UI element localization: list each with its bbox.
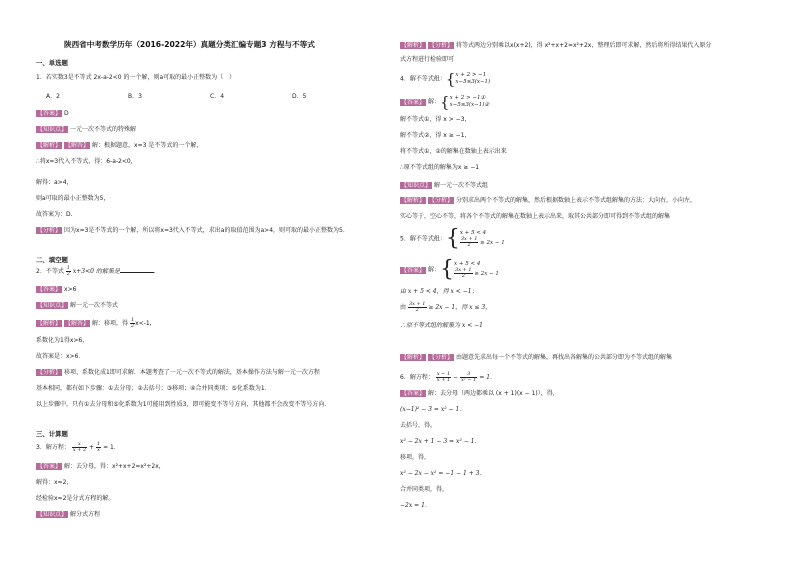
question-3: 3．解方程： $\frac{x}{x + 2}$ + $\frac{1}{x}$ = 1．: [36, 441, 120, 453]
q1-sol-1: 解：根据题意，x=3 是不等式的一个解，: [92, 142, 203, 149]
q6-frac2-den: x² − 1: [460, 377, 477, 383]
q4-answer: 【答案】 解：{x + 2 > −1① x−5≤3(x−1)②: [401, 93, 490, 111]
q2-solution-line-2: 系数化为1得x>6，: [36, 337, 89, 344]
q3-analysis-note-1: [400, 42, 711, 50]
knowledge-tag: 【知识点】: [401, 182, 432, 189]
q2-solution-line-3: 故答案是：x>6．: [36, 353, 85, 360]
q2-knowledge: [36, 302, 118, 310]
analysis-tag: 【解析】: [37, 320, 62, 327]
answer-tag: 【答案】: [401, 98, 426, 106]
analysis-note-tag: 【分析】: [429, 42, 454, 49]
q4-solution-line-1: 解不等式①，得 x > −3，: [400, 116, 471, 123]
q5-inequality-2: ≥ 2x − 1: [480, 240, 505, 246]
q5-answer-ineq-2: ≥ 2x − 1: [474, 271, 499, 277]
q4-solution-line-2: 解不等式②，得 x ≥ −1，: [400, 132, 471, 139]
question-5: 5．解不等式组：{x + 5 < 4 $\frac{3x + 1}{2}$ ≥ 2x − 1: [400, 226, 505, 251]
q4-answer-system: [450, 95, 490, 109]
q4-answer-ineq-2: x−5≤3(x−1)②: [449, 102, 490, 108]
q5-system: [460, 230, 505, 248]
answer-tag: 【答案】: [37, 110, 62, 117]
q5-l2-pre: 由: [400, 304, 407, 311]
question-4: 4．解不等式组：{x + 2 > −1 x−5≤3(x−1): [400, 70, 491, 88]
q2-sol-1-pre: 解：移项，得: [92, 320, 129, 327]
q2-answer: [36, 286, 76, 294]
q4-knowledge-value: 解一元一次不等式组: [434, 182, 489, 189]
q1-option-c: C．4: [210, 93, 225, 100]
q6-line-3: 去括号，得，: [400, 422, 437, 429]
q2-answer-value: x>6: [64, 286, 77, 293]
analysis-tag: 【解析】: [401, 42, 426, 49]
page-title: 陕西省中考数学历年（2016-2022年）真题分类汇编专题3 方程与不等式: [64, 40, 315, 49]
analysis-note-tag: 【分析】: [429, 354, 454, 361]
q6-eq: = 1．: [479, 374, 497, 381]
q5-l2-post: ≥ 2x − 1，得 x ≤ 3，: [428, 304, 492, 311]
q3-prefix: 3．解方程：: [36, 444, 70, 451]
q2-sol-fraction: $\frac{1}{2}$: [130, 317, 135, 329]
q6-prefix: 6．解方程：: [400, 374, 434, 381]
q5-answer-frac-den: 2: [461, 273, 465, 279]
question-6: 6．解方程： $\frac{x - 1}{x + 1}$ − $\frac{3}{\text{x² − 1}}$ = 1．: [400, 371, 497, 383]
q5-answer-system: [454, 261, 499, 279]
solution-tag: 【解答】: [65, 320, 90, 327]
q6-fraction-1: [436, 372, 451, 383]
q1-solution-line-4: 则a可取的最小正整数为5，: [36, 195, 110, 202]
q2-analysis-note-1: [36, 369, 320, 377]
analysis-tag: 【解析】: [401, 197, 426, 204]
q5-solution-line-1: 由 x + 5 < 4，得 x < −1；: [400, 288, 478, 295]
answer-tag: 【答案】: [401, 390, 426, 397]
q5-answer-fraction: [454, 268, 473, 279]
q6-frac1-den: x + 1: [436, 377, 451, 383]
q3-knowledge: [36, 511, 100, 519]
section-heading-calculation: 三、计算题: [36, 430, 68, 438]
solution-tag: 【解答】: [65, 142, 90, 149]
q5-answer: 【答案】 解：{x + 5 < 4 $\frac{3x + 1}{2}$ ≥ 2x − 1: [401, 257, 499, 282]
q4-sol-pre: 解：: [428, 98, 441, 106]
q5-answer-frac-num: 3x + 1: [455, 267, 472, 273]
q1-option-a: A．2: [46, 93, 60, 100]
question-2: 2．不等式 $\frac{1}{2}$ x+3<0 的解集是 ．: [36, 265, 160, 277]
analysis-note-tag: 【分析】: [429, 197, 454, 204]
q2-solution-line-1: [36, 318, 152, 329]
q1-answer: [36, 110, 69, 118]
q5-l2-fraction: [408, 302, 427, 313]
q5-l2-frac-den: 2: [415, 307, 419, 313]
q1-knowledge-value: 一元一次不等式的特殊解: [70, 126, 137, 133]
q5-l2-frac-num: 3x + 1: [408, 301, 426, 307]
answer-tag: 【答案】: [401, 266, 426, 274]
q2-prefix: 2．不等式: [36, 268, 64, 275]
q5-analysis-note: [400, 354, 672, 362]
q4-answer-ineq-1: x + 2 > −1①: [449, 95, 486, 101]
q5-fraction: [460, 237, 479, 248]
q4-prefix: 4．解不等式组：: [400, 75, 446, 83]
q4-solution-line-3: 将不等式①，②的解集在数轴上表示出来: [400, 148, 507, 155]
q1-solution-line-2: ∴将x=3代入不等式，得：6-a-2<0，: [36, 158, 137, 165]
q1-solution-line-3: 解得：a>4，: [36, 179, 73, 186]
q5-prefix: 5．解不等式组：: [400, 235, 446, 243]
q5-frac-num: 3x + 1: [460, 236, 478, 242]
answer-tag: 【答案】: [37, 286, 62, 293]
q5-note: 由题意先求出每一个不等式的解集，再找出各解集的公共部分即为不等式组的解集: [456, 354, 673, 361]
q4-inequality-1: x + 2 > −1: [455, 72, 487, 78]
knowledge-tag: 【知识点】: [37, 126, 68, 133]
analysis-note-tag: 【分析】: [37, 227, 62, 234]
q5-inequality-1: x + 5 < 4: [459, 230, 487, 236]
q1-solution-line-1: [36, 142, 202, 150]
q1-knowledge: [36, 126, 136, 134]
knowledge-tag: 【知识点】: [37, 302, 68, 309]
q2-analysis-note-2: 基本相同，都有如下步骤：①去分母；②去括号；③移项；④合并同类项；⑤化系数为1．: [36, 385, 271, 392]
q1-option-b: B．3: [128, 93, 142, 100]
q1-note: 因为x=3是不等式的一个解，所以将x=3代入不等式，求出a的取值范围为a>4，则可取的最小正整数为5.: [64, 227, 345, 234]
q1-option-d: D．5: [292, 93, 307, 100]
q2-sol-1-post: x<-1,: [135, 320, 152, 327]
q4-knowledge: [400, 182, 488, 190]
q6-line-1: 解：去分母（两边都乘以 (x + 1)(x − 1)），得，: [428, 390, 559, 397]
q2-suffix: x+3<0 的解集是: [72, 268, 120, 275]
q2-blank: [120, 266, 154, 273]
q2-analysis-note-3: 以上步骤中，只有①去分母和⑤化系数为1可能用到性质3，即可能变不等号方向，其他都不会改变不等号方向．: [36, 401, 331, 408]
answer-tag: 【答案】: [37, 463, 62, 470]
q1-solution-line-5: 故答案为：D.: [36, 211, 73, 218]
q4-note-1: 分别求出两个不等式的解集，然后根据数轴上表示不等式组解集的方法：大向右，小向左，: [456, 197, 697, 204]
q6-frac2-num: 3: [460, 372, 477, 378]
q4-inequality-2: x−5≤3(x−1): [455, 79, 491, 85]
q3-knowledge-value: 解分式方程: [70, 511, 101, 518]
q5-frac-den: 2: [467, 242, 471, 248]
q3-analysis-note-2: 式方程进行检验即可: [400, 56, 455, 63]
q6-line-2: (x−1)² − 3 = x² − 1．: [400, 406, 466, 413]
analysis-tag: 【解析】: [37, 142, 62, 149]
q3-fraction-2: $\frac{1}{x}$: [96, 441, 101, 453]
q6-line-7: 合并同类项，得，: [400, 486, 449, 493]
q1-answer-value: D: [64, 110, 69, 117]
q3-answer-value: 解：去分母，得：x²+x+2=x²+2x，: [64, 463, 165, 470]
q6-line-4: x² − 2x + 1 − 3 = x² − 1．: [400, 438, 481, 445]
q3-answer: [36, 463, 165, 471]
q2-note-1: 移项、系数化成1即可求解．本题考查了一元一次不等式的解法，基本操作方法与解一元一次方程: [64, 369, 320, 376]
q5-answer-ineq-1: x + 5 < 4: [454, 261, 481, 267]
q3-note-1: 将等式两边分别乘以x(x+2)，得 x²+x+2=x²+2x，整理后即可求解，然后将所得结果代入原分: [456, 42, 712, 49]
analysis-tag: 【解析】: [401, 354, 426, 361]
q4-solution-line-4: ∴原不等式组的解集为x ≥ −1: [400, 164, 480, 171]
analysis-note-tag: 【分析】: [37, 369, 62, 376]
q5-solution-line-3: ∴原不等式组的解集为 x < −1: [400, 322, 483, 329]
knowledge-tag: 【知识点】: [37, 511, 68, 518]
q3-solution-line-2: 经检验x=2是分式方程的解。: [36, 495, 115, 502]
q4-analysis-note-1: [400, 197, 696, 205]
q3-solution-line-1: 解得：x=2，: [36, 479, 73, 486]
q1-analysis-note: [36, 227, 386, 235]
section-heading-single-choice: 一、单选题: [36, 59, 68, 67]
question-1: 1．若实数3是不等式 2x-a-2<0 的一个解，则a可取的最小正整数为（ ）: [36, 74, 236, 81]
q3-fraction-1: $\frac{x}{x + 2}$: [72, 441, 87, 453]
q6-frac1-num: x − 1: [436, 371, 451, 377]
q6-line-6: x² − 2x − x² = −1 − 1 + 3．: [400, 470, 486, 477]
q5-solution-line-2: [400, 302, 491, 313]
q2-fraction: $\frac{1}{2}$: [66, 265, 70, 277]
q5-sol-pre: 解：: [428, 266, 441, 274]
q2-knowledge-value: 解一元一次不等式: [70, 302, 119, 309]
q4-analysis-note-2: 实心等于，空心不等，将各个不等式的解集在数轴上表示出来，取其公共部分即可得到不等式组的解集: [400, 213, 671, 220]
q6-answer: [400, 390, 559, 398]
q4-system: [455, 72, 490, 86]
q6-line-8: −2x = 1．: [400, 502, 431, 509]
q6-line-5: 移项，得，: [400, 454, 431, 461]
q6-fraction-2: [460, 372, 477, 383]
section-heading-fill-blank: 二、填空题: [36, 256, 68, 264]
